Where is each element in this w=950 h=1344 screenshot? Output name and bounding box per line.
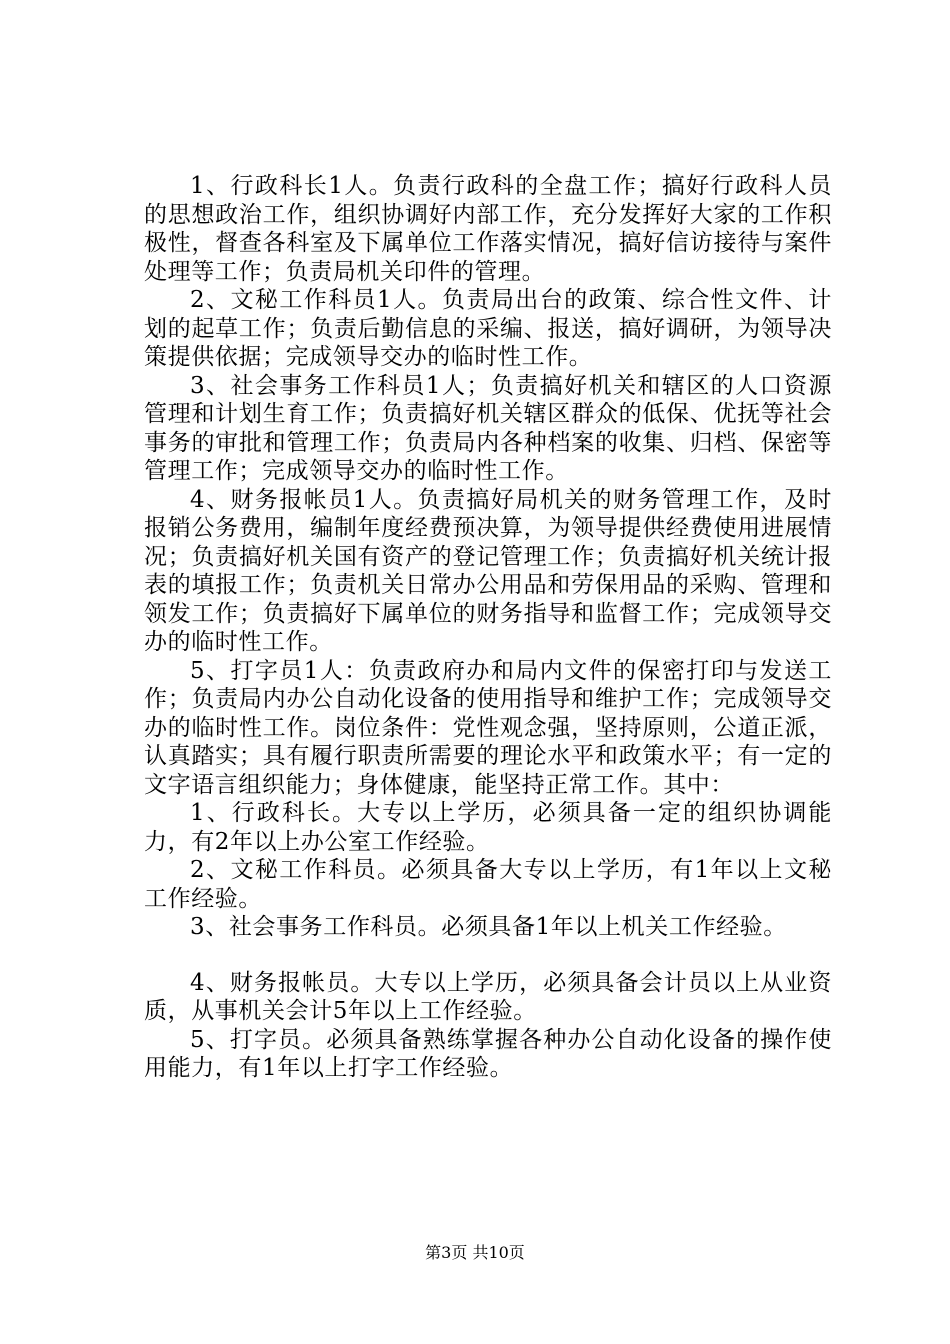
paragraph-spacer [144,942,832,969]
paragraph-req-typist: 5、打字员。必须具备熟练掌握各种办公自动化设备的操作使用能力，有1年以上打字工作经验。 [144,1026,832,1081]
paragraph-duty-finance: 4、财务报帐员1人。负责搞好局机关的财务管理工作，及时报销公务费用，编制年度经费预决算，为领导提供经费使用进展情况；负责搞好机关国有资产的登记管理工作；负责搞好机关统计报表的填报工作；负责机关日常办公用品和劳保用品的采购、管理和领发工作；负责搞好下属单位的财务指导和监督工作；完成领导交办的临时性工作。 [144,486,832,655]
paragraph-duty-admin-chief: 1、行政科长1人。负责行政科的全盘工作；搞好行政科人员的思想政治工作，组织协调好内部工作，充分发挥好大家的工作积极性，督查各科室及下属单位工作落实情况，搞好信访接待与案件处理等工作；负责局机关印件的管理。 [144,173,832,285]
paragraph-req-secretary: 2、文秘工作科员。必须具备大专以上学历，有1年以上文秘工作经验。 [144,857,832,912]
document-body [144,172,832,1083]
paragraph-req-social-affairs: 3、社会事务工作科员。必须具备1年以上机关工作经验。 [190,914,787,940]
paragraph-duty-social-affairs: 3、社会事务工作科员1人；负责搞好机关和辖区的人口资源管理和计划生育工作；负责搞好机关辖区群众的低保、优抚等社会事务的审批和管理工作；负责局内各种档案的收集、归档、保密等管理工作；完成领导交办的临时性工作。 [144,372,832,484]
paragraph-req-admin-chief: 1、行政科长。大专以上学历，必须具备一定的组织协调能力，有2年以上办公室工作经验。 [144,800,832,855]
page-footer: 第3页 共10页 [425,1243,525,1262]
paragraph-duty-secretary: 2、文秘工作科员1人。负责局出台的政策、综合性文件、计划的起草工作；负责后勤信息的采编、报送，搞好调研，为领导决策提供依据；完成领导交办的临时性工作。 [144,287,832,370]
paragraph-duty-typist-and-requirements: 5、打字员1人：负责政府办和局内文件的保密打印与发送工作；负责局内办公自动化设备的使用指导和维护工作；完成领导交办的临时性工作。岗位条件：党性观念强，坚持原则，公道正派，认真踏实；具有履行职责所需要的理论水平和政策水平；有一定的文字语言组织能力；身体健康，能坚持正常工作。其中： [144,657,832,798]
paragraph-req-finance: 4、财务报帐员。大专以上学历，必须具备会计员以上从业资质，从事机关会计5年以上工作经验。 [144,969,832,1024]
